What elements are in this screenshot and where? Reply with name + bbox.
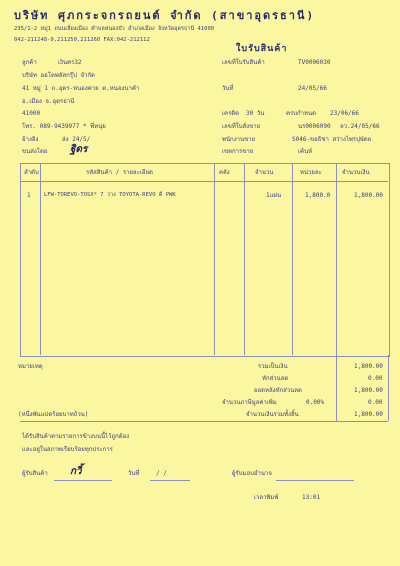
shipping-handwritten-mark: ฐิดร: [70, 144, 88, 155]
print-time-value: 13:01: [302, 494, 321, 501]
amount-in-words: (หนึ่งพันแปดร้อยบาทถ้วน): [18, 411, 89, 418]
discount-value: 0.00: [368, 375, 383, 382]
receiver-label: ผู้รับสินค้า: [22, 470, 48, 477]
grand-total-value: 1,800.00: [354, 411, 383, 418]
vat-label: จำนวนภาษีมูลค่าเพิ่ม: [222, 399, 277, 406]
receive-date-value: / /: [156, 470, 167, 477]
footer-note-1: ได้รับสินค้าตามรายการข้างบนนี้ไว้ถูกต้อง: [22, 433, 130, 440]
credit-label: เครดิต: [222, 110, 240, 117]
discount-label: หักส่วนลด: [262, 375, 289, 382]
vat-value: 0.00: [368, 399, 383, 406]
receiver-signature-line: [54, 480, 112, 481]
customer-name: บริษัท ออโตพลัสกรุ๊ป จำกัด: [22, 72, 95, 79]
grand-total-label: จำนวนเงินรวมทั้งสิ้น: [246, 411, 299, 418]
col-header-price: หน่วยละ: [300, 169, 322, 176]
docno-value: TV0006030: [298, 59, 331, 66]
col-header-warehouse: คลัง: [219, 169, 230, 176]
col-header-no: ลำดับ: [24, 169, 39, 176]
print-time-label: เวลาพิมพ์: [254, 494, 279, 501]
customer-code: เงินคร32: [58, 59, 82, 66]
refno-date: ลว.24/05/66: [340, 123, 380, 130]
footer-note-2: และอยู่ในสภาพเรียบร้อยทุกประการ: [22, 446, 113, 453]
date-value: 24/05/66: [298, 85, 327, 92]
date-label: วันที่: [222, 85, 234, 92]
remark-label: หมายเหตุ: [18, 363, 43, 370]
total-value: 1,800.00: [354, 363, 383, 370]
col-header-description: รหัสสินค้า / รายละเอียด: [86, 169, 153, 176]
vat-percent: 0.00%: [306, 399, 325, 406]
receive-date-label: วันที่: [128, 470, 140, 477]
after-discount-value: 1,800.00: [354, 387, 383, 394]
row-description: LFW-TOREVO-TOSX* 7 ว่าง TOYOTA-REVO ดี PWK: [44, 192, 176, 198]
sales-area-value: เค้นห์: [298, 148, 313, 155]
customer-address-2: อ.เมือง จ.อุดรธานี: [22, 98, 75, 105]
document-title: ใบรับสินค้า: [236, 44, 288, 54]
salesperson-label: พนักงานขาย: [222, 136, 256, 143]
table-header-divider: [20, 181, 388, 182]
company-name: บริษัท ศุภกระจกรถยนต์ จำกัด (สาขาอุดรธานี): [14, 9, 316, 22]
customer-code-label: ลูกค้า: [22, 59, 37, 66]
refno-value: นร0006090: [298, 123, 331, 130]
customer-zip: 41000: [22, 110, 41, 117]
customer-address-1: 41 หมู่ 1 ถ.อุดร-หนองคาย ต.หนองนาคำ: [22, 85, 140, 92]
company-address: 235/1-2 หมู่1 ถนนเลี่ยงเมือง ตำบลหนองบัว อำเภอเมือง จังหวัดอุดรธานี 41000: [14, 26, 215, 32]
row-no: 1: [27, 192, 31, 199]
after-discount-label: ยอดหลังหักส่วนลด: [254, 387, 302, 394]
row-price: 1,800.0: [305, 192, 331, 199]
reference-value: ส่ง 24/5/: [62, 136, 91, 143]
company-phones: 042-211248-9,211250,211260 FAX:042-212112: [14, 37, 150, 43]
col-header-qty: จำนวน: [255, 169, 274, 176]
row-qty: 1แผ่น: [266, 192, 282, 199]
sales-area-label: เขตการขาย: [222, 148, 254, 155]
receiver-signature: กวิ้: [70, 466, 82, 477]
customer-phone: โทร. 089-9439977 * พี่หนุ่ย: [22, 123, 106, 130]
reference-label: อ้างอิง: [22, 136, 39, 143]
approver-signature-line: [276, 480, 354, 481]
shipping-label: ขนส่งโดย: [22, 148, 48, 155]
refno-label: เลขที่ใบสั่งขาย: [222, 123, 261, 130]
col-header-amount: จำนวนเงิน: [342, 169, 370, 176]
credit-days: 30 วัน: [246, 110, 265, 117]
due-label: ครบกำหนด: [286, 110, 316, 117]
docno-label: เลขที่ใบรับสินค้า: [222, 59, 265, 66]
salesperson-value: S046-ขอธิชา สว่างไพรปุษัตย: [292, 136, 372, 143]
approver-label: ผู้รับมอบอำนาจ: [232, 470, 272, 477]
receive-date-line: [150, 480, 190, 481]
due-value: 23/06/66: [330, 110, 359, 117]
total-label: รวมเป็นเงิน: [258, 363, 288, 370]
row-amount: 1,800.00: [354, 192, 383, 199]
